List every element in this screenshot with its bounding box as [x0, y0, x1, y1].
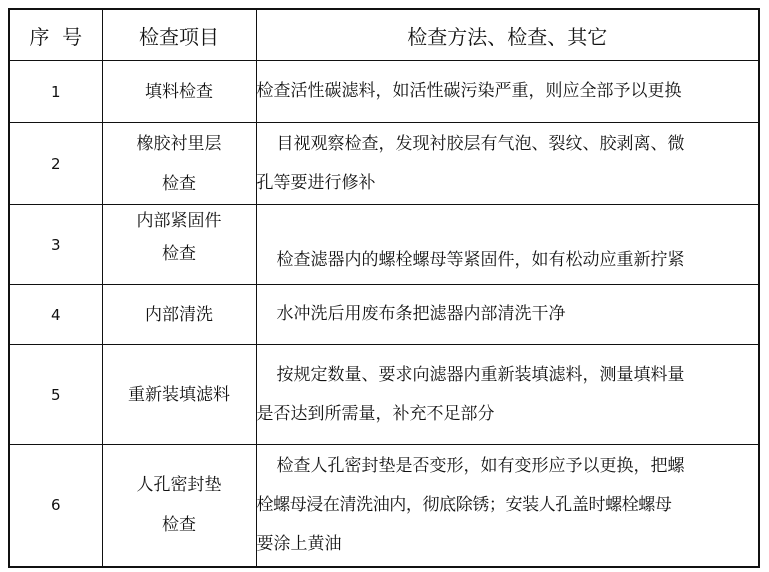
item-line: 检查	[162, 515, 196, 536]
item-line: 内部紧固件	[136, 211, 222, 231]
inspection-table	[8, 8, 760, 568]
row-method	[256, 205, 759, 285]
table-row	[9, 345, 759, 445]
method-line: 是否达到所需量，补充不足部分	[256, 403, 495, 424]
method-line: 检查活性碳滤料，如活性碳污染严重，则应全部予以更换	[256, 81, 682, 101]
row-item	[102, 205, 256, 285]
method-line: 检查滤器内的螺栓螺母等紧固件，如有松动应重新拧紧	[276, 250, 685, 270]
method-line: 目视观察检查，发现衬胶层有气泡、裂纹、胶剥离、微	[276, 133, 685, 154]
table-row	[9, 205, 759, 285]
table-row	[9, 445, 759, 567]
item-line: 检查	[162, 244, 196, 264]
row-number: 1	[9, 61, 102, 123]
row-item	[102, 61, 256, 123]
header-item: 检查项目	[102, 9, 256, 61]
header-no: 序 号	[9, 9, 102, 61]
inspection-table-container	[8, 8, 758, 564]
item-line: 检查	[162, 173, 196, 194]
row-method	[256, 61, 759, 123]
table-row	[9, 61, 759, 123]
method-line: 孔等要进行修补	[256, 172, 376, 193]
item-line: 橡胶衬里层	[136, 133, 222, 154]
row-method	[256, 345, 759, 445]
method-line: 要涂上黄油	[256, 533, 342, 554]
method-line: 检查人孔密封垫是否变形，如有变形应予以更换，把螺	[276, 455, 685, 476]
row-method	[256, 285, 759, 345]
row-number: 4	[9, 285, 102, 345]
row-method	[256, 445, 759, 567]
row-number: 6	[9, 445, 102, 567]
row-item	[102, 445, 256, 567]
item-line: 内部清洗	[145, 304, 213, 325]
method-line: 栓螺母浸在清洗油内，彻底除锈；安装人孔盖时螺栓螺母	[256, 494, 672, 515]
method-line: 水冲洗后用废布条把滤器内部清洗干净	[276, 304, 566, 324]
row-number: 2	[9, 123, 102, 205]
item-line: 重新装填滤料	[128, 384, 230, 405]
item-line: 填料检查	[145, 81, 213, 102]
header-method: 检查方法、检查、其它	[256, 9, 759, 61]
row-number: 5	[9, 345, 102, 445]
method-line: 按规定数量、要求向滤器内重新装填滤料，测量填料量	[276, 364, 685, 385]
row-item	[102, 345, 256, 445]
row-number: 3	[9, 205, 102, 285]
row-method	[256, 123, 759, 205]
table-row	[9, 123, 759, 205]
row-item	[102, 123, 256, 205]
row-item	[102, 285, 256, 345]
item-line: 人孔密封垫	[136, 475, 222, 496]
table-row	[9, 285, 759, 345]
header-row	[9, 9, 759, 61]
